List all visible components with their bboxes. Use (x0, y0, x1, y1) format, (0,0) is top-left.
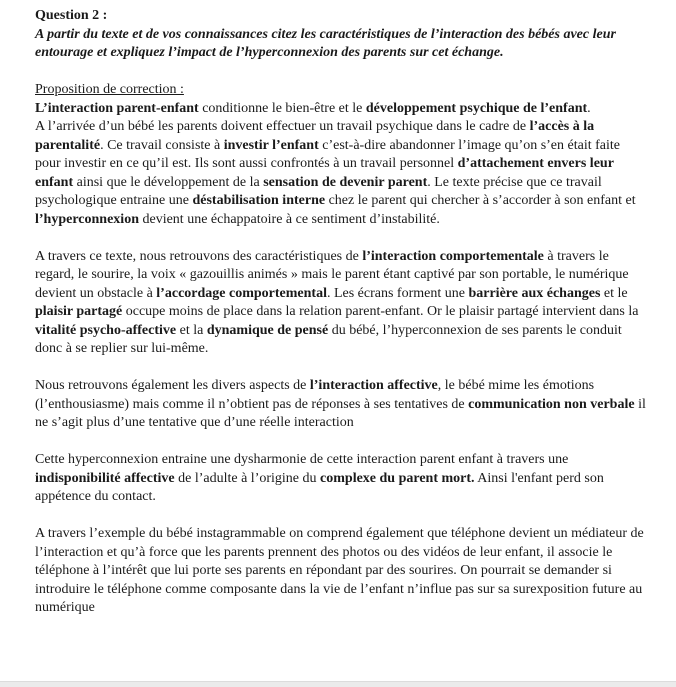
text-segment: communication non verbale (468, 396, 635, 412)
correction-heading (35, 81, 648, 100)
text-segment: l’interaction comportementale (362, 248, 544, 264)
paragraph-interaction-comportementale (35, 248, 648, 359)
text-segment: conditionne le bien-être et le (198, 100, 366, 116)
text-segment: plaisir partagé (35, 304, 123, 319)
text-segment: chez le parent qui chercher à s’accorder à son enfant et (325, 193, 636, 208)
text-segment: occupe moins de place dans la relation parent-enfant. Or le plaisir partagé intervient dans la (122, 304, 639, 319)
text-segment: du bébé, l’hyperconnexion de ses parents le conduit donc à se replier sur lui-même. (35, 322, 622, 356)
text-segment: . Les écrans forment une (326, 285, 469, 301)
text-segment: . Ce travail consiste à (100, 137, 224, 153)
text-segment: à travers le regard, le sourire, la voix « gazouillis animés » mais le parent étant captivé par son portable, le numérique devient un obstacle à (35, 248, 629, 301)
text-segment: indisponibilité affective (35, 470, 175, 486)
question-heading (35, 7, 648, 26)
blank-line (35, 229, 648, 248)
text-segment: A travers l’exemple du bébé instagrammable on comprend également que téléphone devient un médiateur de l’interaction et qu’à force que les parents prennent des photos ou des vidéos de leur enfant, il associe le téléphone à l’intérêt que lui porte ses parents en répondant par des sourires. On pourrait se demander si introduire le téléphone comme composante dans la vie de l’enfant n’influe pas sur sa surexposition future au numérique (35, 526, 644, 615)
text-segment: ainsi que le développement de la (73, 174, 264, 190)
text-segment: Nous retrouvons également les divers aspects de (35, 378, 310, 393)
text-segment: Ainsi l'enfant perd son appétence du contact. (35, 470, 604, 504)
text-segment: Question 2 : (35, 8, 108, 23)
text-segment: d’attachement envers leur enfant (35, 156, 614, 190)
text-segment: . (587, 100, 591, 116)
text-segment: développement psychique de l’enfant (365, 100, 588, 116)
text-segment: A travers ce texte, nous retrouvons des caractéristiques de (35, 248, 363, 264)
page-bottom-edge (0, 681, 676, 687)
text-segment: l’accès à la parentalité (35, 119, 595, 153)
text-segment: et la (176, 322, 207, 338)
text-segment: , le bébé mime les émotions (l’enthousiasme) mais comme il n’obtient pas de réponses à ses tentatives de (35, 378, 595, 412)
text-segment: l’accordage comportemental (156, 285, 327, 301)
text-segment: barrière aux échanges (468, 285, 601, 301)
text-segment: . Le texte précise que ce travail psychologique entraine une (35, 174, 602, 208)
text-segment: de l’adulte à l’origine du (174, 470, 321, 486)
text-segment: devient une échappatoire à ce sentiment d’instabilité. (138, 211, 440, 227)
text-segment: l’interaction affective (309, 378, 438, 393)
text-segment: A l’arrivée d’un bébé les parents doivent effectuer un travail psychique dans le cadre de (35, 119, 530, 134)
blank-line (35, 507, 648, 526)
text-segment: il ne s’agit plus d’une tentative que d’une réelle interaction (35, 396, 646, 430)
text-segment: l’hyperconnexion (35, 211, 139, 227)
question-statement (35, 26, 648, 63)
blank-line (35, 359, 648, 378)
paragraph-dysharmonie (35, 451, 648, 507)
text-segment: Proposition de correction : (35, 82, 184, 97)
text-segment: investir l’enfant (223, 137, 319, 153)
blank-line (35, 433, 648, 452)
blank-line (35, 63, 648, 82)
text-segment: sensation de devenir parent (263, 174, 428, 190)
paragraph-interaction-affective (35, 377, 648, 433)
paragraph-intro (35, 100, 648, 119)
text-segment: dynamique de pensé (206, 322, 329, 338)
text-segment: et le (600, 285, 628, 301)
text-segment: L’interaction parent-enfant (35, 100, 199, 116)
text-segment: Cette hyperconnexion entraine une dysharmonie de cette interaction parent enfant à travers une (35, 452, 569, 467)
paragraph-parentalite (35, 118, 648, 229)
text-segment: vitalité psycho-affective (35, 322, 177, 338)
paragraph-bebe-instagrammable (35, 525, 648, 618)
text-segment: c’est-à-dire abandonner l’image qu’on s’en était faite pour investir en ce qu’il est. Ils sont aussi confrontés à un travail personnel (35, 137, 620, 171)
text-segment: complexe du parent mort. (320, 470, 475, 486)
text-segment: déstabilisation interne (192, 193, 326, 208)
text-segment: A partir du texte et de vos connaissances citez les caractéristiques de l’interaction des bébés avec leur entourage et expliquez l’impact de l’hyperconnexion des parents sur cet échange. (35, 26, 616, 60)
